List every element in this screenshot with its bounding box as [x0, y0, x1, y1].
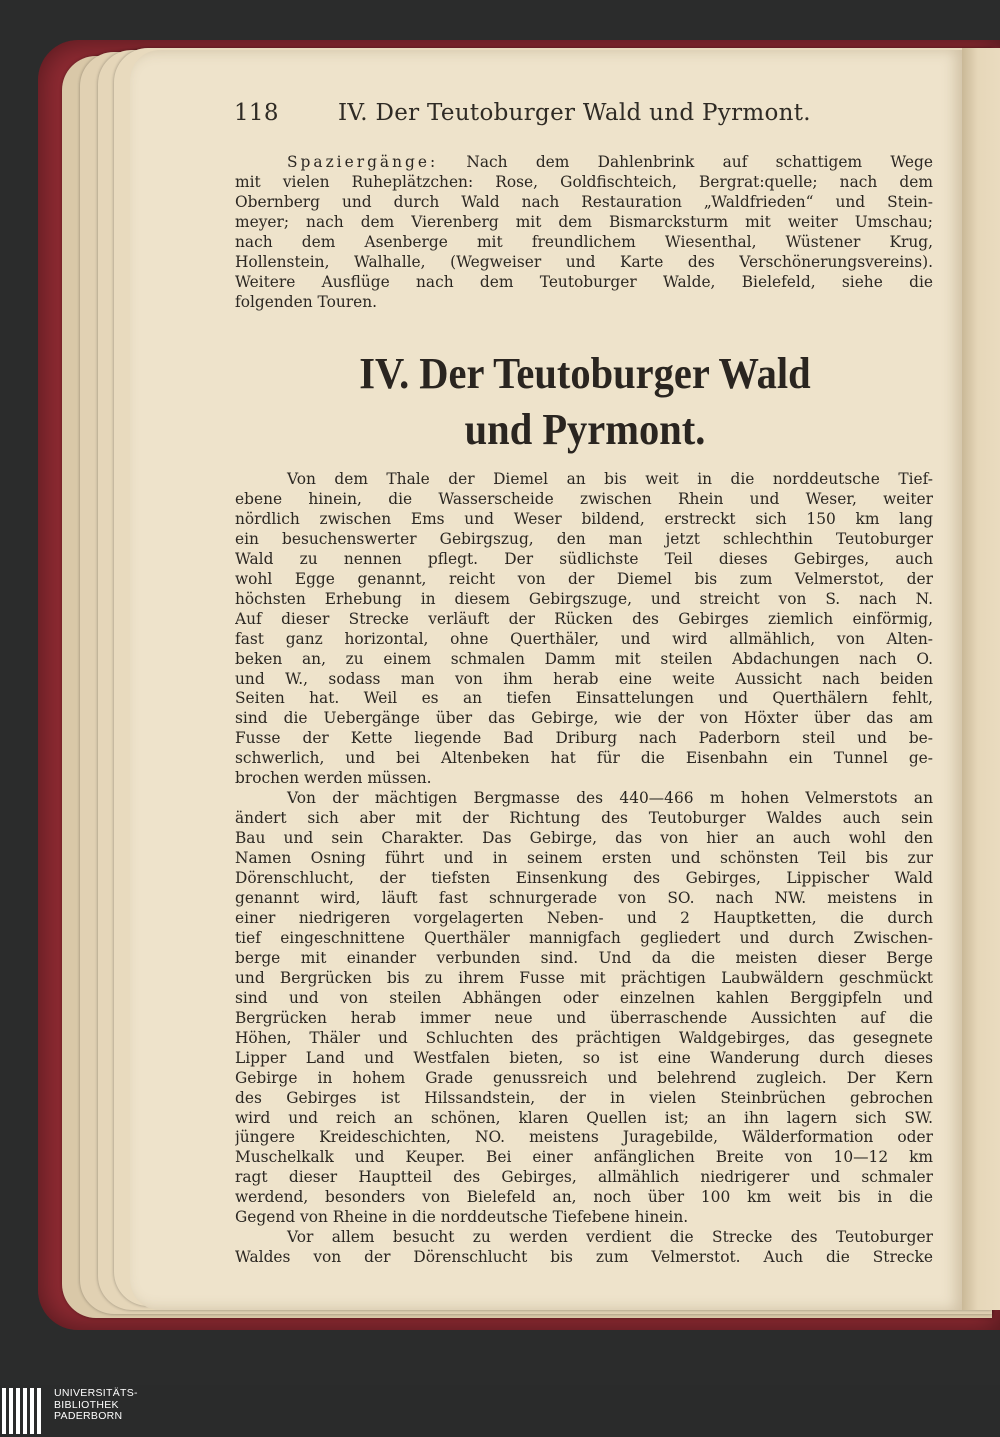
text-line: brochen werden müssen. [235, 769, 432, 788]
text-line: Seiten hat. Weil es an tiefen Einsattelungen und Querthälern fehlt, [235, 689, 933, 708]
text-line: ebene hinein, die Wasserscheide zwischen Rhein und Weser, weiter [235, 489, 933, 508]
text-line: beken an, zu einem schmalen Damm mit steilen Abdachungen nach O. [235, 649, 933, 668]
text-line: jüngere Kreideschichten, NO. meistens Juragebilde, Wälderformation oder [235, 1128, 933, 1147]
text-line: berge mit einander verbunden sind. Und da die meisten dieser Berge [235, 948, 933, 967]
body-text [235, 470, 933, 1268]
text-line: werdend, besonders von Bielefeld an, noch über 100 km weit bis in die [235, 1188, 933, 1207]
text-line: Fusse der Kette liegende Bad Driburg nach Paderborn steil und be- [235, 729, 933, 748]
text-line: Namen Osning führt und in seinem ersten und schönsten Teil bis zur [235, 849, 933, 868]
text-line: wird und reich an schönen, klaren Quellen ist; an ihn lagern sich SW. [235, 1108, 933, 1127]
text-line: des Gebirges ist Hilssandstein, der in vielen Steinbrüchen gebrochen [235, 1088, 933, 1107]
text-line: Gegend von Rheine in die norddeutsche Tiefebene hinein. [235, 1208, 689, 1227]
text-line: einer niedrigeren vorgelagerten Neben- und 2 Hauptketten, die durch [235, 908, 933, 927]
library-logo [2, 1386, 162, 1436]
text-line: und W., sodass man von ihm herab eine weite Aussicht nach beiden [235, 669, 933, 688]
text-line: ändert sich aber mit der Richtung des Teutoburger Waldes auch sein [235, 809, 933, 828]
text-line: Bergrücken herab immer neue und überraschende Aussichten auf die [235, 1008, 933, 1027]
text-line: Auf dieser Strecke verläuft der Rücken des Gebirges ziemlich einförmig, [235, 609, 933, 628]
text-line: tief eingeschnittene Querthäler mannigfach gegliedert und durch Zwischen- [235, 928, 933, 947]
text-line: meyer; nach dem Vierenberg mit dem Bismarcksturm mit weiter Umschau; [235, 212, 933, 231]
chapter-heading [268, 346, 903, 458]
text-line: Bau und sein Charakter. Das Gebirge, das von hier an auch wohl den [235, 829, 933, 848]
text-line: sind die Uebergänge über das Gebirge, wie der von Höxter über das am [235, 709, 933, 728]
library-logo-text: UNIVERSITÄTS- BIBLIOTHEK PADERBORN [54, 1387, 138, 1422]
text-line: wohl Egge genannt, reicht von der Diemel bis zum Velmerstot, der [235, 569, 933, 588]
library-logo-icon [2, 1388, 46, 1434]
text-line: schwerlich, und bei Altenbeken hat für die Eisenbahn ein Tunnel ge- [235, 749, 933, 768]
text-line: Weitere Ausflüge nach dem Teutoburger Walde, Bielefeld, siehe die [235, 272, 933, 291]
emphasis-spaced: Spaziergänge: [287, 153, 439, 171]
text-line: Waldes von der Dörenschlucht bis zum Velmerstot. Auch die Strecke [235, 1248, 933, 1267]
text-line: Von der mächtigen Bergmasse des 440—466 m hohen Velmerstots an [287, 789, 933, 808]
text-line: Gebirge in hohem Grade genussreich und belehrend zugleich. Der Kern [235, 1068, 933, 1087]
text-line: Spaziergänge: Nach dem Dahlenbrink auf schattigem Wege [287, 153, 933, 171]
text-line: ein besuchenswerter Gebirgszug, den man jetzt schlechthin Teutoburger [235, 529, 933, 548]
text-line: Höhen, Thäler und Schluchten des prächtigen Waldgebirges, das gesegnete [235, 1028, 933, 1047]
text-line: höchsten Erhebung in diesem Gebirgszuge, und streicht von S. nach N. [235, 589, 933, 608]
text-line: nach dem Asenberge mit freundlichem Wiesenthal, Wüstener Krug, [235, 232, 933, 251]
running-title: IV. Der Teutoburger Wald und Pyrmont. [338, 100, 811, 126]
text-line: folgenden Touren. [235, 292, 378, 311]
intro-paragraph [235, 153, 933, 313]
chapter-heading-line: und Pyrmont. [464, 405, 706, 454]
facing-page-edge [962, 48, 1000, 1310]
text-line: sind und von steilen Abhängen oder einzelnen kahlen Berggipfeln und [235, 988, 933, 1007]
text-line: Von dem Thale der Diemel an bis weit in die norddeutsche Tief- [287, 470, 933, 488]
text-line: mit vielen Ruheplätzchen: Rose, Goldfischteich, Bergrat:quelle; nach dem [235, 172, 933, 191]
text-line: Lipper Land und Westfalen bieten, so ist eine Wanderung durch dieses [235, 1048, 933, 1067]
running-head [234, 100, 834, 126]
page-number: 118 [234, 100, 279, 126]
text-line: genannt wird, läuft fast schnurgerade von SO. nach NW. meistens in [235, 889, 933, 908]
text-line: Dörenschlucht, der tiefsten Einsenkung des Gebirges, Lippischer Wald [235, 869, 933, 888]
text-line: und Bergrücken bis zu ihrem Fusse mit prächtigen Laubwäldern geschmückt [235, 968, 933, 987]
chapter-heading-line: IV. Der Teutoburger Wald [359, 349, 811, 398]
text-line: Muschelkalk und Keuper. Bei einer anfänglichen Breite von 10—12 km [235, 1148, 933, 1167]
text-line: Wald zu nennen pflegt. Der südlichste Teil dieses Gebirges, auch [235, 549, 933, 568]
text-line: nördlich zwischen Ems und Weser bildend, erstreckt sich 150 km lang [235, 509, 933, 528]
text-line: Vor allem besucht zu werden verdient die Strecke des Teutoburger [287, 1228, 933, 1247]
text-line: Hollenstein, Walhalle, (Wegweiser und Karte des Verschönerungsvereins). [235, 252, 933, 271]
text-line: Obernberg und durch Wald nach Restauration „Waldfrieden“ und Stein- [235, 192, 933, 211]
text-line: ragt dieser Hauptteil des Gebirges, allmählich niedrigerer und schmaler [235, 1168, 933, 1187]
text-line: fast ganz horizontal, ohne Querthäler, und wird allmählich, von Alten- [235, 629, 933, 648]
